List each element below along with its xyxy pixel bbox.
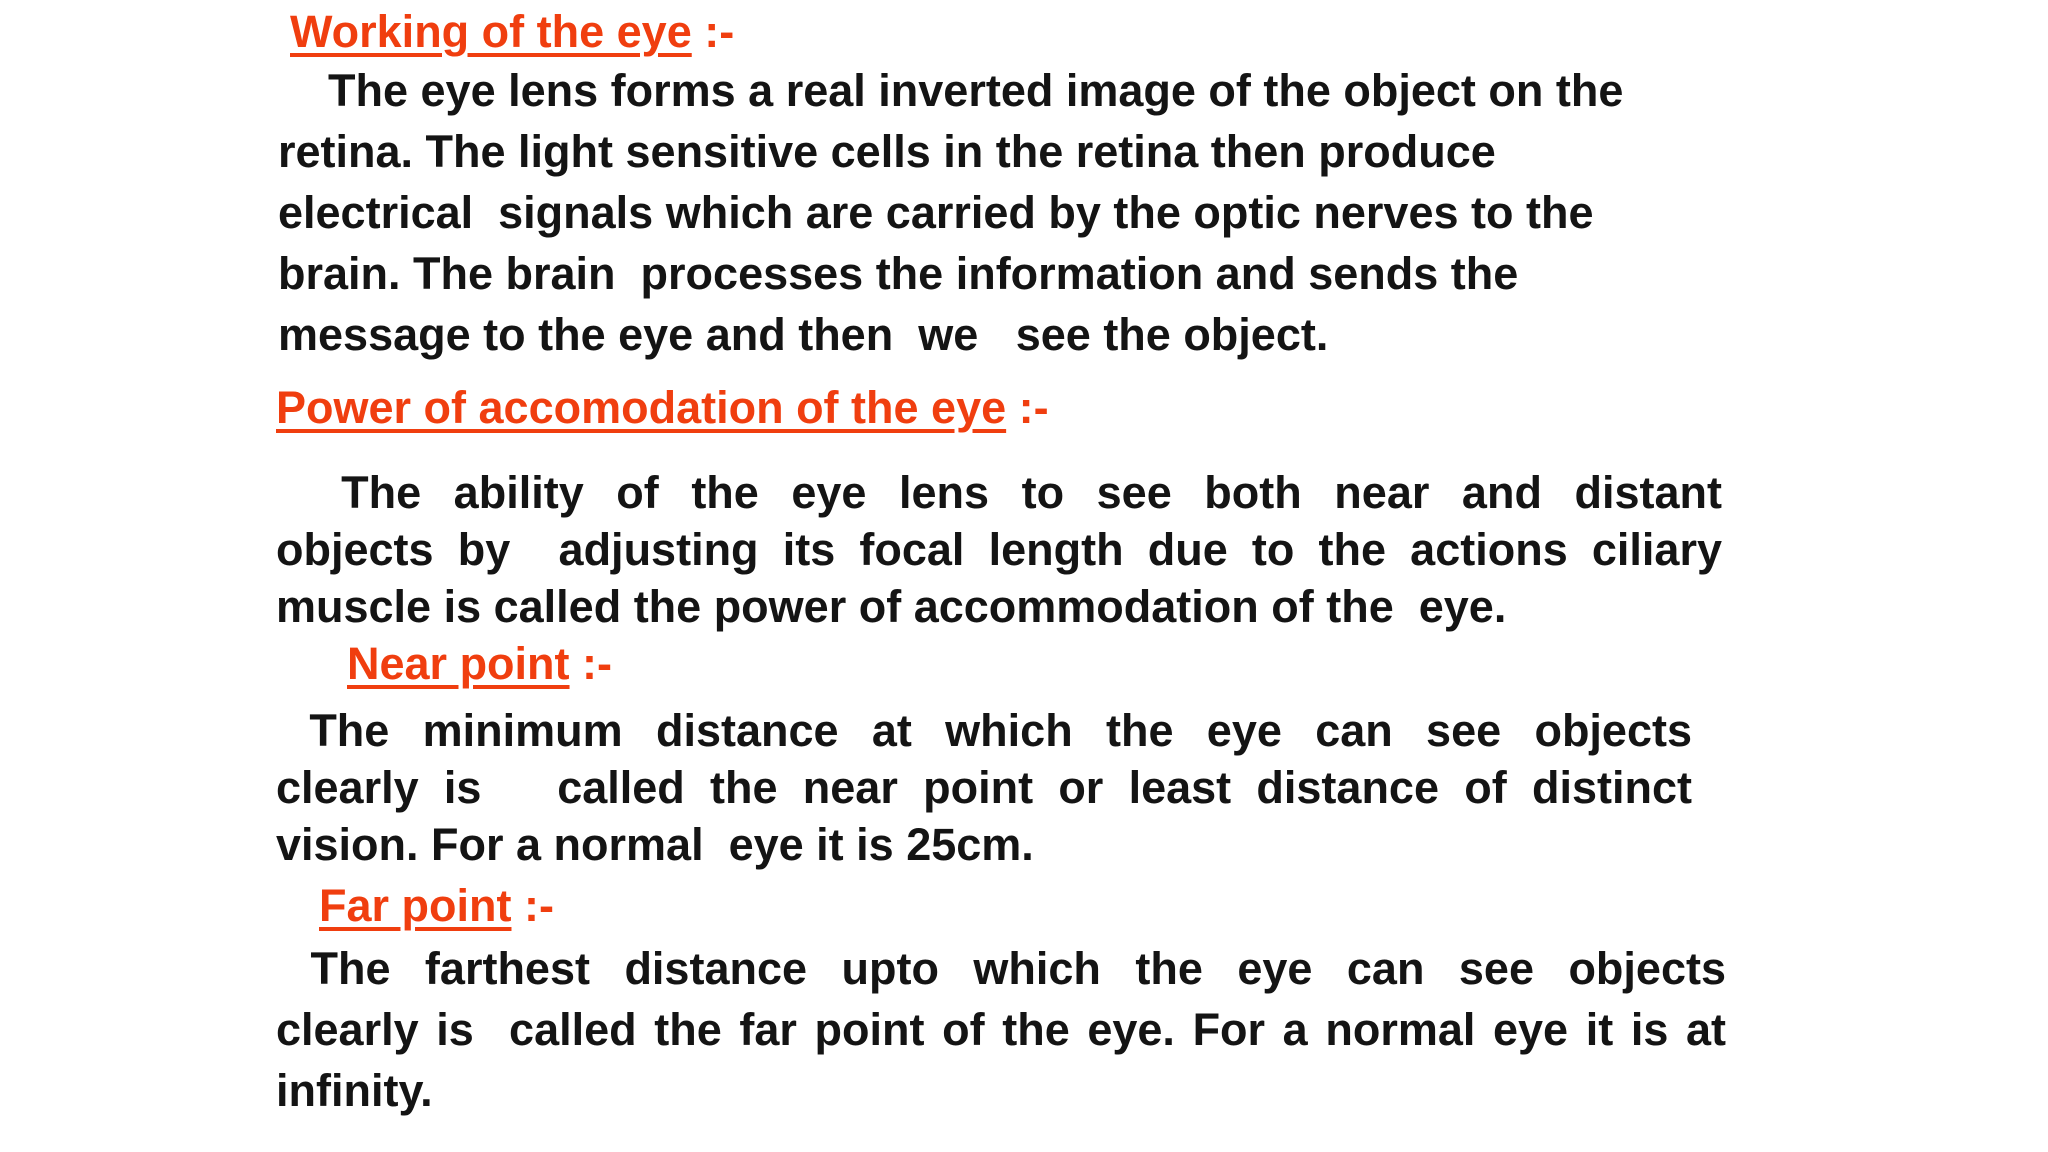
heading-far-point bbox=[319, 880, 554, 932]
heading-working-of-the-eye-text: Working of the eye bbox=[290, 6, 692, 57]
heading-suffix: :- bbox=[569, 638, 613, 689]
heading-near-point bbox=[347, 638, 612, 690]
paragraph-line: The ability of the eye lens to see both near and distant bbox=[276, 467, 1722, 518]
paragraph-line: The minimum distance at which the eye can see objects bbox=[276, 705, 1692, 756]
heading-far-point-text: Far point bbox=[319, 880, 512, 931]
paragraph-line: vision. For a normal eye it is 25cm. bbox=[276, 819, 1034, 870]
paragraph-line: electrical signals which are carried by the optic nerves to the bbox=[278, 187, 1594, 238]
paragraph-working-of-the-eye bbox=[278, 60, 1728, 365]
paragraph-far-point bbox=[276, 938, 1726, 1121]
paragraph-power-of-accomodation bbox=[276, 464, 1722, 635]
heading-suffix: :- bbox=[1006, 382, 1049, 433]
paragraph-near-point bbox=[276, 702, 1692, 873]
paragraph-line: The eye lens forms a real inverted image of the object on the bbox=[278, 65, 1624, 116]
heading-suffix: :- bbox=[511, 880, 554, 931]
paragraph-line: message to the eye and then we see the object. bbox=[278, 309, 1329, 360]
paragraph-line: muscle is called the power of accommodation of the eye. bbox=[276, 581, 1507, 632]
heading-near-point-text: Near point bbox=[347, 638, 570, 689]
heading-suffix: :- bbox=[691, 6, 735, 57]
paragraph-line: clearly is called the near point or least distance of distinct bbox=[276, 762, 1692, 813]
paragraph-line: The farthest distance upto which the eye can see objects bbox=[276, 943, 1726, 994]
paragraph-line: brain. The brain processes the information and sends the bbox=[278, 248, 1519, 299]
paragraph-line: objects by adjusting its focal length due to the actions ciliary bbox=[276, 524, 1722, 575]
paragraph-line: retina. The light sensitive cells in the retina then produce bbox=[278, 126, 1496, 177]
heading-power-of-accomodation bbox=[276, 382, 1049, 434]
heading-working-of-the-eye bbox=[290, 6, 734, 58]
paragraph-line: clearly is called the far point of the eye. For a normal eye it is at bbox=[276, 1004, 1726, 1055]
heading-power-of-accomodation-text: Power of accomodation of the eye bbox=[276, 382, 1007, 433]
paragraph-line: infinity. bbox=[276, 1065, 433, 1116]
